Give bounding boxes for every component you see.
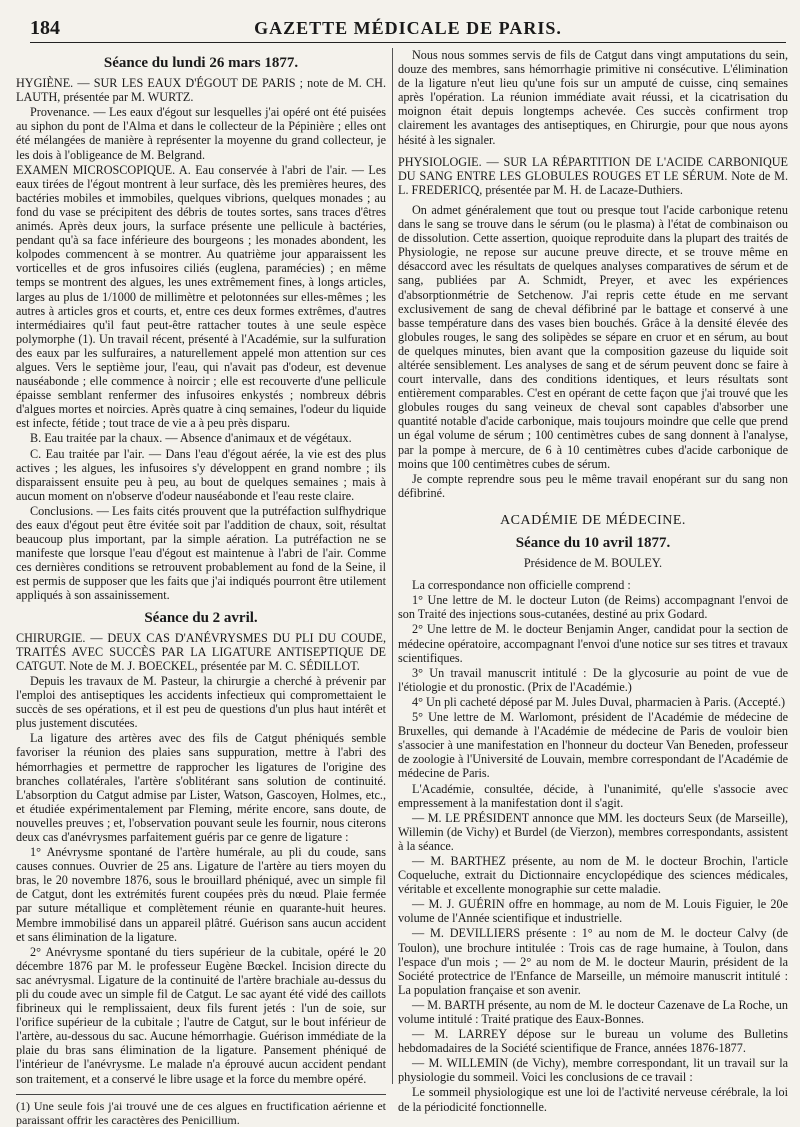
paragraph-chaux: B. Eau traitée par la chaux. — Absence d'animaux et de végétaux.: [30, 431, 352, 446]
correspondance-item-2: 2° Une lettre de M. le docteur Benjamin Anger, candidat pour la section de médecine opératoire, accompagnant l'envoi d'une notice sur ses titres et travaux scientifiques.: [398, 622, 788, 665]
session-heading-10-avril: Séance du 10 avril 1877.: [515, 535, 671, 551]
running-head: [30, 14, 786, 43]
paragraph-sommeil: Le sommeil physiologique est une loi de l'activité nerveuse cérébrale, la loi de la périodicité fonctionnelle.: [398, 1085, 788, 1114]
paragraph-consultee: L'Académie, consultée, décide, à l'unanimité, qu'elle s'associe avec empressement à la manifestation dont il s'agit.: [398, 781, 788, 810]
paragraph-larrey: — M. LARREY dépose sur le bureau un volume des Bulletins hebdomadaires de la Société scientifique de France, années 1876-1877.: [398, 1027, 788, 1056]
left-column: [16, 48, 386, 1127]
paragraph-guerin: — M. J. GUÉRIN offre en hommage, au nom de M. Louis Figuier, le 20e volume de l'Année scientifique et industrielle.: [398, 897, 788, 926]
academie-heading: ACADÉMIE DE MÉDECINE.: [500, 512, 686, 528]
paragraph-sang: On admet généralement que tout ou presque tout l'acide carbonique retenu dans le sang se trouve dans le sérum (ou le plasma) à l'état de combinaison ou de dissolution. Cette assertion, quoique reproduite dans la plupart des traités de Physiologie, ne repose sur aucune preuve directe, et se trouve même en désaccord avec les résultats de quelques analyses comparatives de sérum et de sang, publiées par A. Schmidt, Preyer, et avec les expériences d'absorptionmétrie de Setchenow. J'ai repris cette étude en me servant exclusivement de sang de cheval défibriné par le battage et conservé à une basse température dans des vases bien bouchés. Grâce à la densité élevée des globules rouges, le sang des solipèdes se sépare en cruor et en sérum, au bout de quelques minutes, bien avant que la composition gazeuse du liquide soit altérée sensiblement. Les analyses de sang et de sérum peuvent donc se faire à court intervalle, dans des conditions identiques, et leurs résultats sont entièrement comparables. C'est en opérant de cette façon que j'ai trouvé que les globules rouges du sang veineux de cheval sont capables d'absorber une quantité notable d'acide carbonique, mais toujours moindre que celle que prend un égal volume de sérum ; 100 centimètres cubes de sang donnent à l'analyse, par la pompe à mercure, de 6 à 10 centimètres cubes d'acide carbonique de moins que 100 centimètres cubes de sérum.: [398, 202, 788, 471]
column-divider: [392, 48, 393, 1084]
paragraph-devilliers: — M. DEVILLIERS présente : 1° au nom de M. le docteur Calvy (de Toulon), une brochure intitulée : Trois cas de rage humaine, à Toulon, dans l'espace d'un mois ; — 2° au nom de M. le docteur Maurin, président de la Société protectrice de l'Enfance de Marseille, un mémoire manuscrit intitulé : La population française et son avenir.: [398, 926, 788, 997]
paragraph-case-2: 2° Anévrysme spontané du tiers supérieur de la cubitale, opéré le 20 décembre 1876 par M. le professeur Eugène Bœckel. Incision directe du sac anévrysmal. Ligature de la continuité de l'artère brachiale au-dessus du pli du coude avec un simple fil de Catgut. Le sac ayant été vidé des caillots fibrineux qui le remplissaient, deux fils furent jetés : l'un de soie, sur l'orifice supérieur de la cubitale ; l'autre de Catgut, sur le bout inférieur de l'artère, au-dessous du sac. Aucune hémorrhagie. Guérison immédiate de la plaie du bras sans élimination de la ligature. Pansement phéniqué de l'intérieur de l'anévrysme. Le malade n'a éprouvé aucun accident pendant son traitement, et a conservé le libre usage et la force du membre opéré.: [16, 944, 386, 1086]
hygiene-title: HYGIÈNE. — SUR LES EAUX D'ÉGOUT DE PARIS ; note de M. CH. LAUTH, présentée par M. WURTZ.: [16, 76, 386, 105]
page-number: 184: [30, 16, 60, 39]
paragraph-barthez: — M. BARTHEZ présente, au nom de M. le docteur Brochin, l'article Coqueluche, extrait du Dictionnaire encyclopédique des sciences médicales, véritable et excellente monographie sur cette maladie.: [398, 853, 788, 897]
chirurgie-title: CHIRURGIE. — DEUX CAS D'ANÉVRYSMES DU PLI DU COUDE, TRAITÉS AVEC SUCCÈS PAR LA LIGATURE ANTISEPTIQUE DE CATGUT. Note de M. J. BOECKEL, présentée par M. C. SÉDILLOT.: [16, 630, 386, 673]
paragraph-provenance: Provenance. — Les eaux d'égout sur lesquelles j'ai opéré ont été puisées au siphon du pont de l'Alma et dans le collecteur de la Pépinière ; elles ont été mélangées de manière à représenter la moyenne du grand collecteur, je les dois à l'obligeance de M. Belgrand.: [16, 105, 386, 162]
physiologie-title: PHYSIOLOGIE. — SUR LA RÉPARTITION DE L'ACIDE CARBONIQUE DU SANG ENTRE LES GLOBULES ROUGES ET LE SÉRUM. Note de M. L. FREDERICQ, présentée par M. H. de Lacaze-Duthiers.: [398, 154, 788, 197]
paragraph-case-1: 1° Anévrysme spontané de l'artère humérale, au pli du coude, sans causes connues. Ouvrier de 25 ans. Ligature de l'artère au tiers moyen du bras, le 20 novembre 1876, sous le brouillard phéniqué, avec un simple fil de Catgut, dont les extrémités furent coupées près du nœud. Plaie fermée par suture métallique et complètement réunie en quarante-huit heures. Membre immobilisé dans un appareil plâtré. Guérison sans aucun accident et sans élimination de la ligature.: [16, 845, 386, 944]
paragraph-pasteur: Depuis les travaux de M. Pasteur, la chirurgie a cherché à prévenir par l'emploi des antiseptiques les accidents infectieux qui compromettaient le succès de ses opérations, et il est peu de questions d'un plus haut intérêt et plus justement discutées.: [16, 673, 386, 731]
paragraph-compte: Je compte reprendre sous peu le même travail enopérant sur du sang non défibriné.: [398, 471, 788, 500]
right-column: [398, 48, 788, 1114]
journal-title: GAZETTE MÉDICALE DE PARIS.: [254, 17, 562, 38]
session-heading-2-avril: Séance du 2 avril.: [144, 609, 258, 626]
footnote: (1) Une seule fois j'ai trouvé une de ces algues en fructification aérienne et paraissant offrir les caractères des Penicillium.: [16, 1094, 386, 1127]
paragraph-examen: EXAMEN MICROSCOPIQUE. A. Eau conservée à l'abri de l'air. — Les eaux tirées de l'égout montrent à leur surface, dès les premières heures, des bactéries mobiles et immobiles, quelques vibrions, quelques monades ; au fond du vase se précipitent des débris de toutes sortes, sans traces d'êtres animés. Après deux jours, la surface présente une pellicule à bactéries, pendant qu'à sa face inférieure des bourgeons ; les monades abondent, les kolpodes commencent à se montrer. Au quatrième jour apparaissent les vorticelles et de gros infusoires ciliés (euglena, paramécies) ; en même temps se montrent des algues, les unes extrêmement fines, à longs articles, larges au plus de 1/1000 de millimètre et pelotonnées sur elles-mêmes ; les autres à articles gros et courts, et, entre ces deux formes extrêmes, d'autres intermédiaires qu'il faut peut-être rattacher toutes à une seule espèce polymorphe (1). Un travail récent, présenté à l'Académie, sur la sulfuration des eaux par les sulfuraires, a naturellement appelé mon attention sur ces algues. Vers le septième jour, l'eau, qui n'avait pas d'odeur, est devenue nauséabonde ; elle commence à noircir ; elle est recouverte d'une pellicule épaisse semblant renfermer des infusoires enkystés ; nombreux débris d'algues mortes et noircies. Après quatre à cinq semaines, l'odeur du liquide est infecte, fétide ; tout trace de vie a à peu près disparu.: [16, 162, 386, 431]
correspondance-item-4: 4° Un pli cacheté déposé par M. Jules Duval, pharmacien à Paris. (Accepté.): [412, 694, 786, 709]
paragraph-air: C. Eau traitée par l'air. — Dans l'eau d'égout aérée, la vie est des plus actives ; les algues, les infusoires s'y développent en grand nombre ; ils disparaissent ensuite peu à peu, au bout de quelques semaines ; mais à aucun moment on n'observe d'odeur nauséabonde et l'eau reste claire.: [16, 446, 386, 503]
paragraph-president: — M. LE PRÉSIDENT annonce que MM. les docteurs Seux (de Marseille), Willemin (de Vichy) et Burdel (de Vierzon), membres correspondants, assistent à la séance.: [398, 810, 788, 853]
paragraph-catgut-suite: Nous nous sommes servis de fils de Catgut dans vingt amputations du sein, douze des membres, sans hémorrhagie primitive ni consécutive. L'élimination de la ligature n'eut lieu qu'une fois sur un amputé de cuisse, cinq semaines après l'opération. La réunion immédiate avait réussi, et la cicatrisation du moignon était depuis longtemps achevée. Ces succès confirment trop clairement les avantages des antiseptiques, en Chirurgie, pour que nous ayons hésité à les signaler.: [398, 48, 788, 147]
session-heading-26-mars: Séance du lundi 26 mars 1877.: [103, 55, 299, 71]
paragraph-correspondance: La correspondance non officielle comprend :: [412, 578, 631, 593]
correspondance-item-5: 5° Une lettre de M. Warlomont, président de l'Académie de médecine de Bruxelles, qui demande à l'Académie de médecine de Paris de vouloir bien s'associer à une manifestation en l'honneur du docteur Van Beneden, professeur de zoologie à l'Université de Louvain, membre correspondant de l'Académie de médecine de Paris.: [398, 710, 788, 781]
paragraph-ligature: La ligature des artères avec des fils de Catgut phéniqués semble favoriser la réunion des plaies sans suppuration, mettre à l'abri des hémorrhagies et permettre de rapprocher les ligatures de l'origine des branches collatérales, l'artère s'oblitérant sans solution de continuité. L'absorption du Catgut admise par Lister, Watson, Gascoyen, Holmes, etc., et étudiée expérimentalement par Fleming, mérite encore, sans doute, de nouvelles preuves ; et, l'observation pouvant seule les fournir, nous citerons deux cas d'anévrysmes parfaitement guéris par ce genre de ligature :: [16, 731, 386, 844]
paragraph-conclusions: Conclusions. — Les faits cités prouvent que la putréfaction sulfhydrique des eaux d'égout peut être évitée soit par l'addition de chaux, soit, résultat beaucoup plus important, par la simple aération. La putréfaction ne se manifeste que lorsque l'eau d'égout est maintenue à l'abri de l'air. Comme ces dernières conditions se retrouvent probablement au fond de la Seine, il est permis de supposer que les faits que j'ai indiqués pourront être utilement appliqués à son assainissement.: [16, 503, 386, 603]
paragraph-barth: — M. BARTH présente, au nom de M. le docteur Cazenave de La Roche, un volume intitulé : Traité pratique des Eaux-Bonnes.: [398, 997, 788, 1026]
correspondance-item-3: 3° Un travail manuscrit intitulé : De la glycosurie au point de vue de l'étiologie et du pronostic. (Prix de l'Académie.): [398, 665, 788, 694]
correspondance-item-1: 1° Une lettre de M. le docteur Luton (de Reims) accompagnant l'envoi de son Traité des injections sous-cutanées, destiné au prix Godard.: [398, 593, 788, 622]
paragraph-willemin: — M. WILLEMIN (de Vichy), membre correspondant, lit un travail sur la physiologie du sommeil. Voici les conclusions de ce travail :: [398, 1056, 788, 1085]
presidence: Présidence de M. BOULEY.: [523, 556, 663, 571]
